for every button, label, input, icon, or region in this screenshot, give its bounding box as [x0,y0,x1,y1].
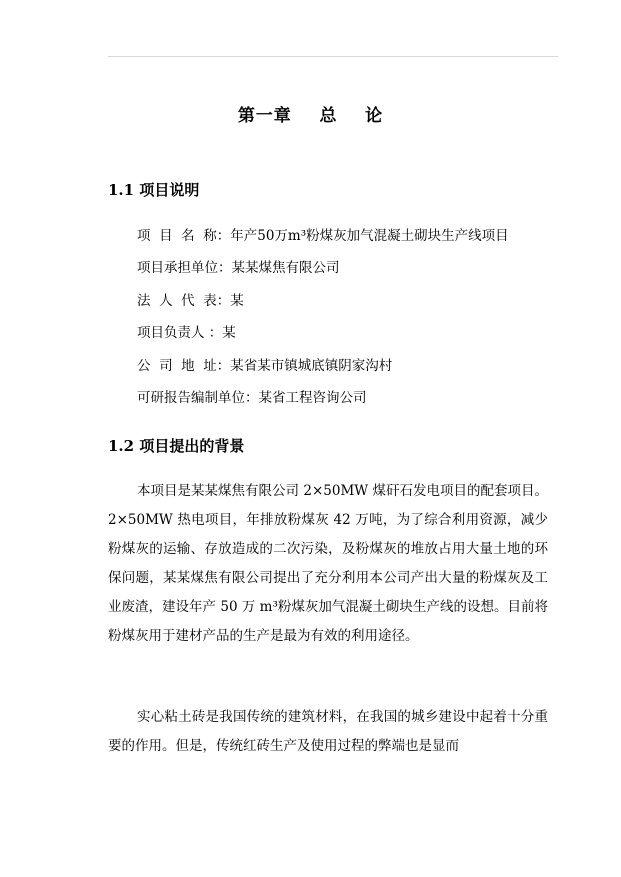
header-rule [108,56,558,57]
legal-representative-item: 法 人 代 表：某 [137,292,244,309]
undertaking-unit-item: 项目承担单位：某某煤焦有限公司 [137,260,340,277]
chapter-title: 第一章 总 论 [237,106,384,126]
background-paragraph-1: 本项目是某某煤焦有限公司 2×50MW 煤矸石发电项目的配套项目。2×50MW 热电项目，年排放粉煤灰 42 万吨，为了综合利用资源，减少粉煤灰的运输、存放造成的二次污染，及粉煤灰的堆放占用大量土地的环保问题，某某煤焦有限公司提出了充分利用本公司产出大量的粉煤灰及工业废渣，建设年产 50 万 m³粉煤灰加气混凝土砌块生产线的设想。目前将粉煤灰用于建材产品的生产是最为有效的利用途径。 [108,483,548,644]
background-paragraph-2: 实心粘土砖是我国传统的建筑材料，在我国的城乡建设中起着十分重要的作用。但是，传统红砖生产及使用过程的弊端也是显而 [108,709,548,754]
report-compiler-item: 可研报告编制单位：某省工程咨询公司 [137,389,367,406]
company-address-item: 公 司 地 址：某省某市镇城底镇阴家沟村 [137,357,393,374]
project-name-item: 项 目 名 称：年产50万m³粉煤灰加气混凝土砌块生产线项目 [137,228,509,244]
project-info-list [137,225,509,419]
project-leader-item: 项目负责人 ：某 [137,325,236,342]
section-heading-project-description: 1.1 项目说明 [108,181,200,199]
section-heading-background: 1.2 项目提出的背景 [108,437,245,455]
